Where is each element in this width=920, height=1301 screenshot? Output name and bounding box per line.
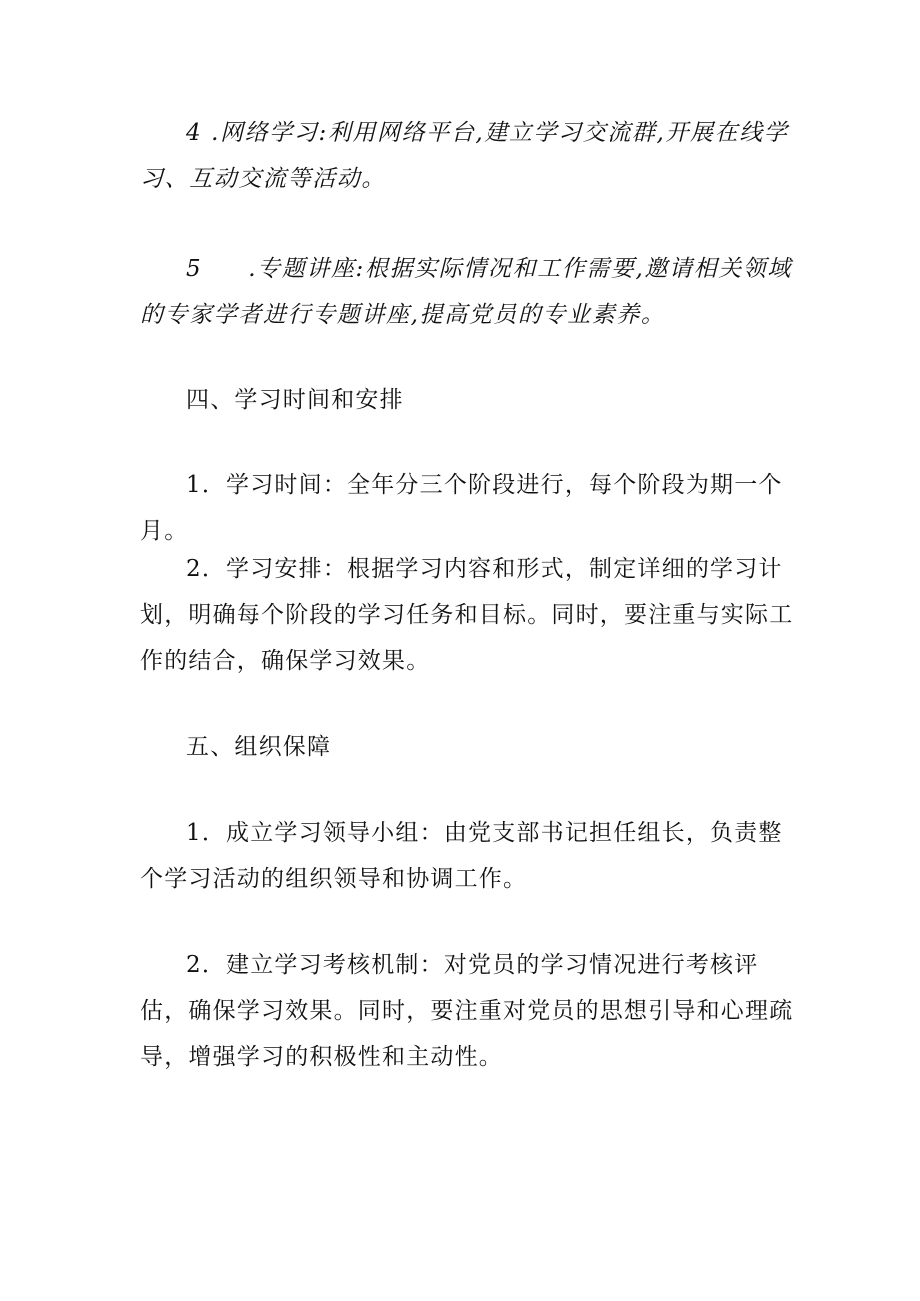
paragraph-number: 4 — [186, 120, 203, 146]
paragraph-special-lecture — [140, 246, 800, 338]
paragraph-leadership-group — [140, 810, 800, 902]
paragraph-text: 1．成立学习领导小组：由党支部书记担任组长，负责整个学习活动的组织领导和协调工作。 — [140, 820, 783, 892]
section-heading-study-time: 四、学习时间和安排 — [186, 387, 404, 413]
paragraph-online-learning — [140, 110, 800, 202]
paragraph-text: 1．学习时间：全年分三个阶段进行，每个阶段为期一个月。 — [140, 472, 783, 544]
paragraph-text: 2．建立学习考核机制：对党员的学习情况进行考核评估，确保学习效果。同时，要注重对党员的思想引导和心理疏导，增强学习的积极性和主动性。 — [140, 952, 794, 1070]
paragraph-text: .网络学习:利用网络平台,建立学习交流群,开展在线学习、互动交流等活动。 — [140, 120, 789, 192]
section-heading-organization: 五、组织保障 — [186, 734, 332, 760]
paragraph-assessment-mechanism — [140, 942, 800, 1080]
paragraph-number: 5 — [186, 256, 203, 282]
paragraph-text: .专题讲座:根据实际情况和工作需要,邀请相关领域的专家学者进行专题讲座,提高党员的专业素养。 — [140, 256, 793, 328]
paragraph-text: 2．学习安排：根据学习内容和形式，制定详细的学习计划，明确每个阶段的学习任务和目标。同时，要注重与实际工作的结合，确保学习效果。 — [140, 556, 794, 674]
paragraph-study-arrangement — [140, 546, 800, 684]
paragraph-study-time — [140, 462, 800, 554]
